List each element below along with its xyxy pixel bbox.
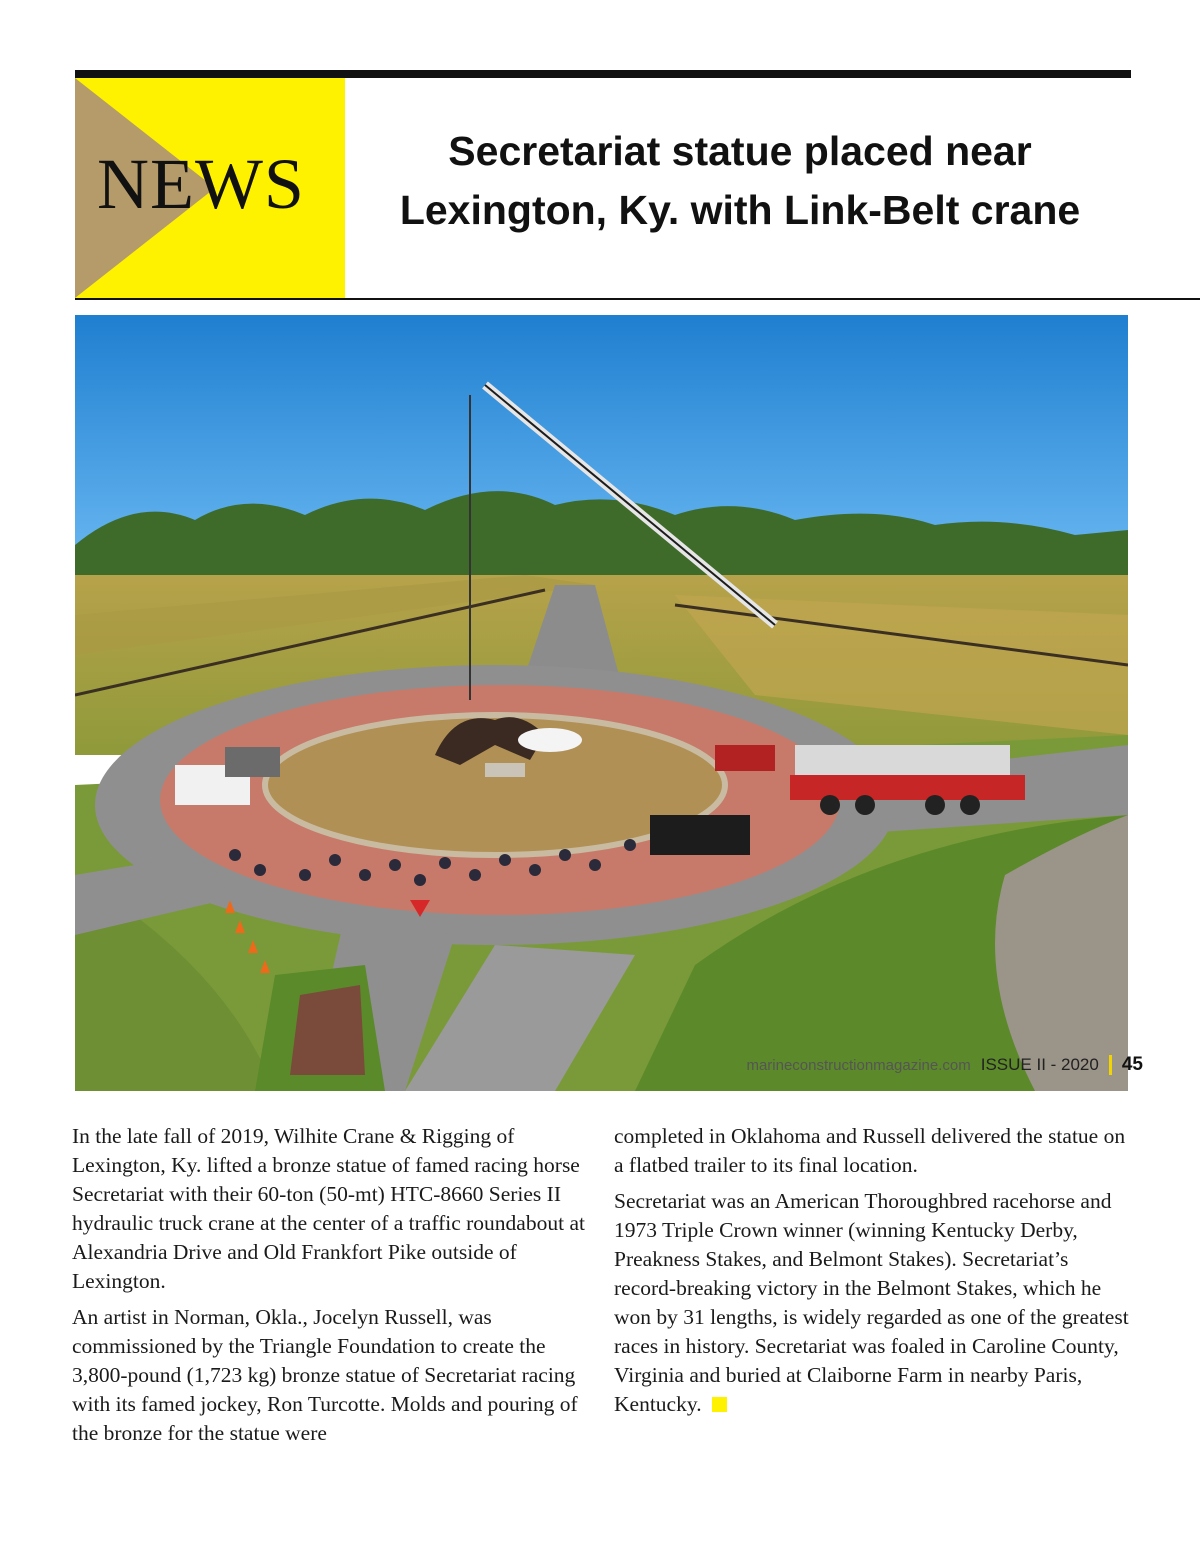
footer-website: marineconstructionmagazine.com [746,1056,971,1074]
article-column-right [614,1122,1134,1426]
top-rule [75,70,1131,78]
footer-divider [1109,1055,1112,1075]
aerial-photo-roundabout [75,315,1128,1091]
headline-line-1: Secretariat statue placed near [448,128,1032,174]
headline-line-2: Lexington, Ky. with Link-Belt crane [399,187,1081,233]
page-number: 45 [1121,1054,1143,1075]
section-label: NEWS [97,144,305,224]
paragraph [614,1187,1134,1419]
page-footer-line [746,1054,1143,1076]
paragraph: completed in Oklahoma and Russell delivered the statue on a flatbed trailer to its final location. [614,1124,1126,1177]
footer-issue: ISSUE II - 2020 [980,1055,1099,1074]
page-title [360,122,1120,240]
paragraph: In the late fall of 2019, Wilhite Crane & Rigging of Lexington, Ky. lifted a bronze statue of famed racing horse Secretariat with their 60-ton (50-mt) HTC-8660 Series II hydraulic truck crane at the center of a traffic roundabout at Alexandria Drive and Old Frankfort Pike outside of Lexington. [72,1124,585,1293]
article-column-left [72,1122,592,1455]
paragraph: An artist in Norman, Okla., Jocelyn Russell, was commissioned by the Triangle Foundation to create the 3,800-pound (1,723 kg) bronze statue of Secretariat racing with its famed jockey, Ron Turcotte. Molds and pouring of the bronze for the statue were [72,1305,578,1445]
news-section-badge [75,78,345,298]
paragraph-text: Secretariat was an American Thoroughbred racehorse and 1973 Triple Crown winner (winning Kentucky Derby, Preakness Stakes, and Belmont Stakes). Secretariat’s record-breaking victory in the Belmont Stakes, which he won by 31 lengths, is widely regarded as one of the greatest races in history. Secretariat was foaled in Caroline County, Virginia and buried at Claiborne Farm in nearby Paris, Kentucky. [614,1189,1129,1416]
article-photo [75,315,1128,1091]
header-bottom-rule [75,298,1200,300]
end-of-article-mark [712,1397,727,1412]
